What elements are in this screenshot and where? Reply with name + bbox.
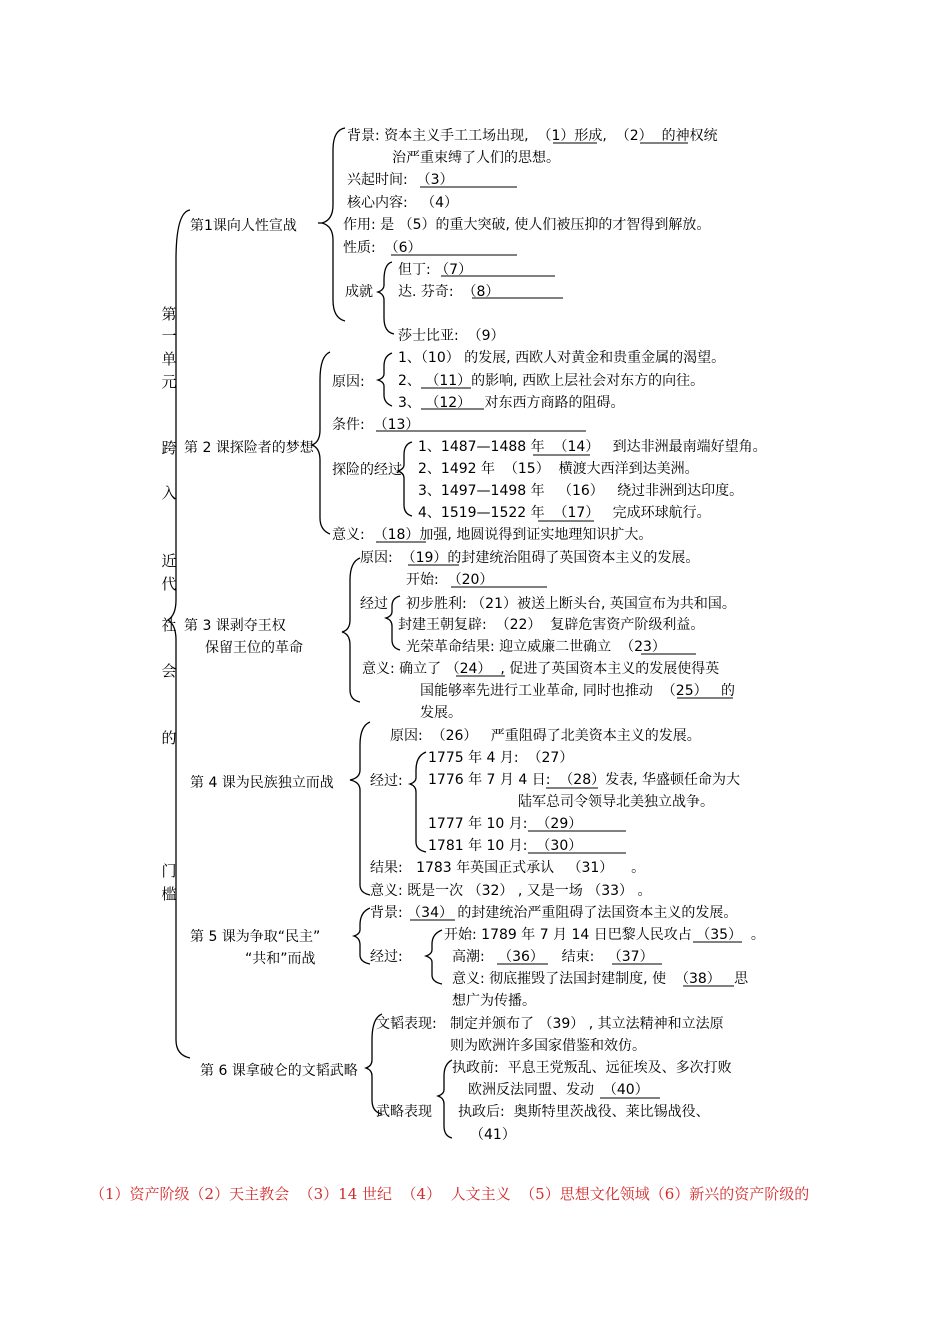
- l1-dante: 但丁: （7）: [398, 262, 473, 278]
- l1-effect: 作用: 是 （5）的重大突破, 使人们被压抑的才智得到解放。: [343, 217, 711, 233]
- l2-condition: 条件: （13）: [332, 417, 420, 433]
- l1-achievement-label: 成就: [345, 284, 373, 300]
- l2-process-3: 3、1497—1498 年 （16） 绕过非洲到达印度。: [418, 483, 744, 499]
- unit-char: 会: [161, 662, 177, 680]
- lesson-5-subtitle: “共和”而战: [245, 951, 316, 967]
- l2-meaning: 意义: （18）加强, 地圆说得到证实地理知识扩大。: [332, 527, 653, 543]
- l2-reason-1: 1、（10） 的发展, 西欧人对黄金和贵重金属的渴望。: [398, 350, 726, 366]
- l1-shakespeare: 莎士比亚: （9）: [398, 328, 505, 344]
- l4-process-2-cont: 陆军总司令领导北美独立战争。: [518, 794, 714, 810]
- answer-key: （1）资产阶级（2）天主教会 （3）14 世纪 （4） 人文主义 （5）思想文化领域（6）新兴的资产阶级的: [90, 1185, 810, 1203]
- l6-wen-1: 制定并颁布了 （39） , 其立法精神和立法原: [450, 1016, 724, 1032]
- l3-meaning-cont: 国能够率先进行工业革命, 同时也推动 （25） 的: [420, 683, 735, 699]
- l4-result: 结果: 1783 年英国正式承认 （31） 。: [370, 860, 646, 876]
- unit-char: 单: [161, 350, 177, 368]
- unit-char: 一: [161, 327, 177, 345]
- l5-peak: 高潮: （36） 结束: （37）: [452, 949, 654, 965]
- l6-before-1: 执政前: 平息王党叛乱、远征埃及、多次打败: [452, 1060, 732, 1076]
- l2-process-4: 4、1519—1522 年 （17） 完成环球航行。: [418, 505, 711, 521]
- l5-process-label: 经过:: [370, 949, 403, 965]
- lesson-2-title: 第 2 课探险者的梦想: [184, 440, 314, 456]
- l1-background-cont: 治严重束缚了人们的思想。: [392, 150, 560, 166]
- l6-wen-label: 文韬表现:: [376, 1016, 437, 1032]
- unit-char: 门: [161, 862, 177, 880]
- unit-char: 社: [161, 616, 177, 634]
- l4-process-3: 1777 年 10 月: （29）: [428, 816, 583, 832]
- l3-process-label: 经过: [360, 596, 388, 612]
- lesson-3-title: 第 3 课剥夺王权: [184, 618, 286, 634]
- unit-char: 元: [161, 373, 177, 391]
- l6-wu-label: 武略表现: [376, 1104, 432, 1120]
- l2-process-1: 1、1487—1488 年 （14） 到达非洲最南端好望角。: [418, 439, 767, 455]
- unit-char: 近: [161, 552, 177, 570]
- l5-meaning-cont: 想广为传播。: [452, 993, 536, 1009]
- l4-meaning: 意义: 既是一次 （32） , 又是一场 （33） 。: [370, 883, 652, 899]
- unit-char: 第: [161, 305, 177, 323]
- l1-davinci: 达. 芬奇: （8）: [398, 284, 500, 300]
- l3-meaning: 意义: 确立了 （24） , 促进了英国资本主义的发展使得英: [362, 661, 720, 677]
- l3-process-2: 封建王朝复辟: （22） 复辟危害资产阶级利益。: [398, 617, 705, 633]
- lesson-3-subtitle: 保留王位的革命: [205, 640, 303, 656]
- l5-meaning: 意义: 彻底摧毁了法国封建制度, 使 （38） 思: [452, 971, 749, 987]
- l3-start: 开始: （20）: [406, 572, 494, 588]
- l2-reason-2: 2、 （11）的影响, 西欧上层社会对东方的向往。: [398, 373, 705, 389]
- l3-meaning-cont2: 发展。: [420, 705, 462, 721]
- l6-after-1: 执政后: 奥斯特里茨战役、莱比锡战役、: [458, 1104, 710, 1120]
- unit-char: 入: [161, 484, 177, 502]
- l2-process-2: 2、1492 年 （15） 横渡大西洋到达美洲。: [418, 461, 699, 477]
- l4-process-label: 经过:: [370, 773, 403, 789]
- l1-time: 兴起时间: （3）: [347, 172, 454, 188]
- unit-char: 代: [161, 575, 177, 593]
- l4-process-4: 1781 年 10 月: （30）: [428, 838, 583, 854]
- l4-process-2: 1776 年 7 月 4 日: （28）发表, 华盛顿任命为大: [428, 772, 741, 788]
- l6-before-2: 欧洲反法同盟、发动 （40）: [468, 1082, 649, 1098]
- l6-after-2: （41）: [470, 1127, 516, 1143]
- l6-wen-2: 则为欧洲许多国家借鉴和效仿。: [450, 1038, 646, 1054]
- l1-nature: 性质: （6）: [343, 240, 422, 256]
- l5-background: 背景: （34） 的封建统治严重阻碍了法国资本主义的发展。: [370, 905, 738, 921]
- unit-char: 的: [161, 729, 177, 747]
- l1-background: 背景: 资本主义手工工场出现, （1）形成, （2） 的神权统: [347, 128, 718, 144]
- lesson-5-title: 第 5 课为争取“民主”: [190, 929, 321, 945]
- lesson-6-title: 第 6 课拿破仑的文韬武略: [200, 1063, 358, 1079]
- l4-process-1: 1775 年 4 月: （27）: [428, 750, 574, 766]
- unit-char: 槛: [161, 885, 177, 903]
- l4-reason: 原因: （26） 严重阻碍了北美资本主义的发展。: [390, 728, 701, 744]
- lesson-4-title: 第 4 课为民族独立而战: [190, 775, 334, 791]
- l3-process-1: 初步胜利: （21）被送上断头台, 英国宣布为共和国。: [406, 596, 736, 612]
- l1-core: 核心内容: （4）: [347, 195, 458, 211]
- l3-reason: 原因: （19）的封建统治阻碍了英国资本主义的发展。: [360, 550, 700, 566]
- l5-start: 开始: 1789 年 7 月 14 日巴黎人民攻占 （35） 。: [444, 927, 765, 943]
- lesson-1-title: 第1课向人性宣战: [190, 218, 297, 234]
- unit-char: 跨: [161, 439, 177, 457]
- l2-reason-label: 原因:: [332, 374, 365, 390]
- l2-reason-3: 3、 （12） 对东西方商路的阻碍。: [398, 395, 625, 411]
- l2-process-label: 探险的经过: [332, 462, 402, 478]
- l3-process-3: 光荣革命结果: 迎立威廉二世确立 （23）: [406, 639, 666, 655]
